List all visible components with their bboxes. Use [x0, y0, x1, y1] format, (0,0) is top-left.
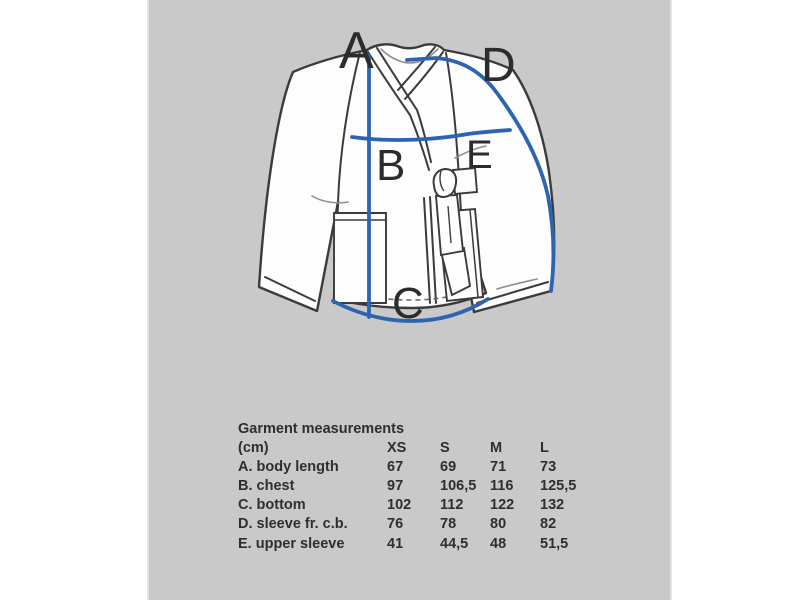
- row-label: A. body length: [238, 459, 339, 476]
- size-header-m: M: [490, 440, 503, 457]
- table-row: [238, 515, 598, 534]
- table-row: [238, 477, 598, 496]
- label-e: E: [466, 133, 493, 177]
- row-value: 73: [540, 459, 557, 476]
- row-value: 69: [440, 459, 457, 476]
- row-label: E. upper sleeve: [238, 535, 345, 552]
- row-label: D. sleeve fr. c.b.: [238, 516, 348, 533]
- row-label: C. bottom: [238, 497, 306, 514]
- row-label: B. chest: [238, 478, 295, 495]
- row-value: 106,5: [440, 478, 477, 495]
- row-value: 44,5: [440, 535, 469, 552]
- row-value: 112: [440, 497, 464, 514]
- row-value: 80: [490, 516, 507, 533]
- row-value: 71: [490, 459, 507, 476]
- row-value: 67: [387, 459, 404, 476]
- left-pocket: [334, 213, 386, 303]
- row-value: 51,5: [540, 535, 569, 552]
- row-value: 48: [490, 535, 507, 552]
- row-value: 125,5: [540, 478, 577, 495]
- row-value: 132: [540, 497, 565, 514]
- table-row: [238, 535, 598, 554]
- table-title: Garment measurements: [238, 421, 405, 437]
- row-value: 116: [490, 478, 514, 495]
- table-row: [238, 458, 598, 477]
- label-c: C: [392, 279, 424, 328]
- label-a: A: [339, 22, 374, 80]
- table-title-row: [238, 420, 598, 439]
- measurements-table: [238, 420, 598, 554]
- size-header-s: S: [440, 440, 450, 457]
- row-value: 82: [540, 516, 557, 533]
- row-value: 41: [387, 535, 404, 552]
- label-d: D: [481, 39, 516, 92]
- table-row: [238, 496, 598, 515]
- row-value: 122: [490, 497, 515, 514]
- table-header-row: [238, 439, 598, 458]
- row-value: 76: [387, 516, 404, 533]
- label-b: B: [376, 141, 406, 190]
- size-header-l: L: [540, 440, 549, 457]
- unit-label: (cm): [238, 440, 269, 457]
- row-value: 102: [387, 497, 412, 514]
- row-value: 97: [387, 478, 404, 495]
- size-header-xs: XS: [387, 440, 407, 457]
- row-value: 78: [440, 516, 457, 533]
